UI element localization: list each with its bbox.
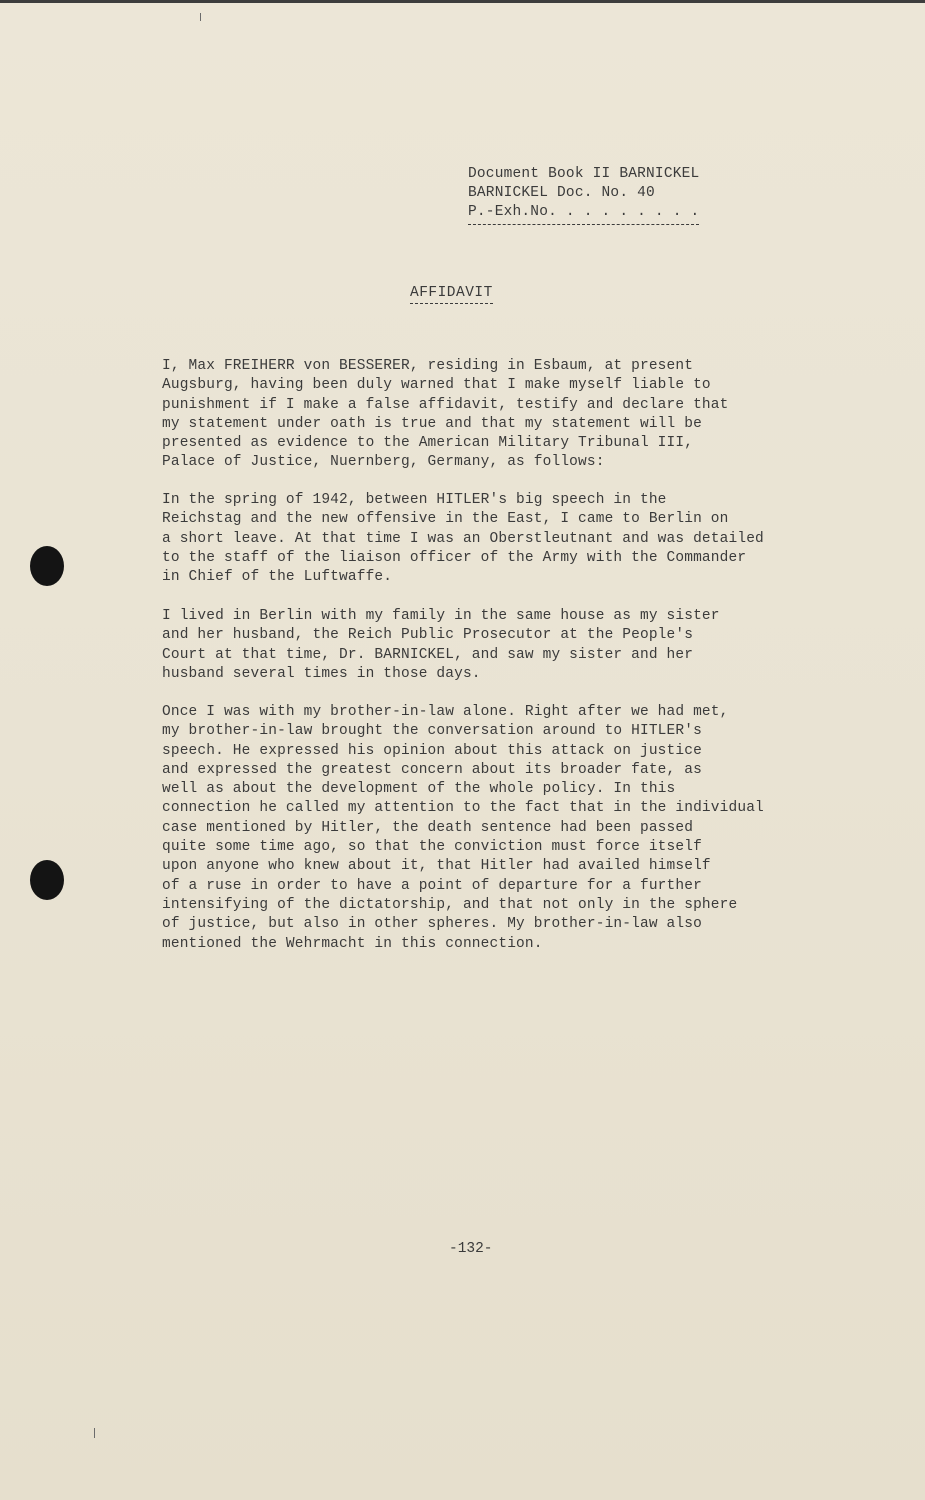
paragraph-declaration: I, Max FREIHERR von BESSERER, residing in Esbaum, at present Augsburg, having been duly warned that I make myself liable to punishment if I make a false affidavit, testify and declare that my statement under oath is true and that my statement will be presented as evidence to the American Military Tribunal III, Palace of Justice, Nuernberg, Germany, as follows: [162, 358, 729, 471]
paragraph-berlin-residence: I lived in Berlin with my family in the same house as my sister and her husband, the Reich Public Prosecutor at the People's Court at that time, Dr. BARNICKEL, and saw my sister and her husband several times in those days. [162, 608, 720, 682]
paragraph-spring-1942: In the spring of 1942, between HITLER's big speech in the Reichstag and the new offensive in the East, I came to Berlin on a short leave. At that time I was an Oberstleutnant and was detailed to the staff of the liaison officer of the Army with the Commander in Chief of the Luftwaffe. [162, 492, 764, 586]
binder-hole-bottom [30, 860, 64, 900]
binder-hole-top [30, 546, 64, 586]
paragraph-conversation: Once I was with my brother-in-law alone. Right after we had met, my brother-in-law brought the conversation around to HITLER's speech. He expressed his opinion about this attack on justice and expressed the greatest concern about its broader fate, as well as about the development of the whole policy. In this connection he called my attention to the fact that in the individual case mentioned by Hitler, the death sentence had been passed quite some time ago, so that the conviction must force itself upon anyone who knew about it, that Hitler had availed himself of a ruse in order to have a point of departure for a further intensifying of the dictatorship, and that not only in the sphere of justice, but also in other spheres. My brother-in-law also mentioned the Wehrmacht in this connection. [162, 704, 764, 952]
page-number: -132- [449, 1241, 493, 1257]
document-reference [468, 165, 699, 225]
scan-mark [200, 13, 201, 21]
exhibit-number-line: P.-Exh.No. . . . . . . . . [468, 203, 699, 225]
document-book-line: Document Book II BARNICKEL [468, 166, 700, 182]
scan-mark [94, 1428, 95, 1438]
doc-number-line: BARNICKEL Doc. No. 40 [468, 185, 655, 201]
affidavit-title: AFFIDAVIT [410, 285, 493, 304]
